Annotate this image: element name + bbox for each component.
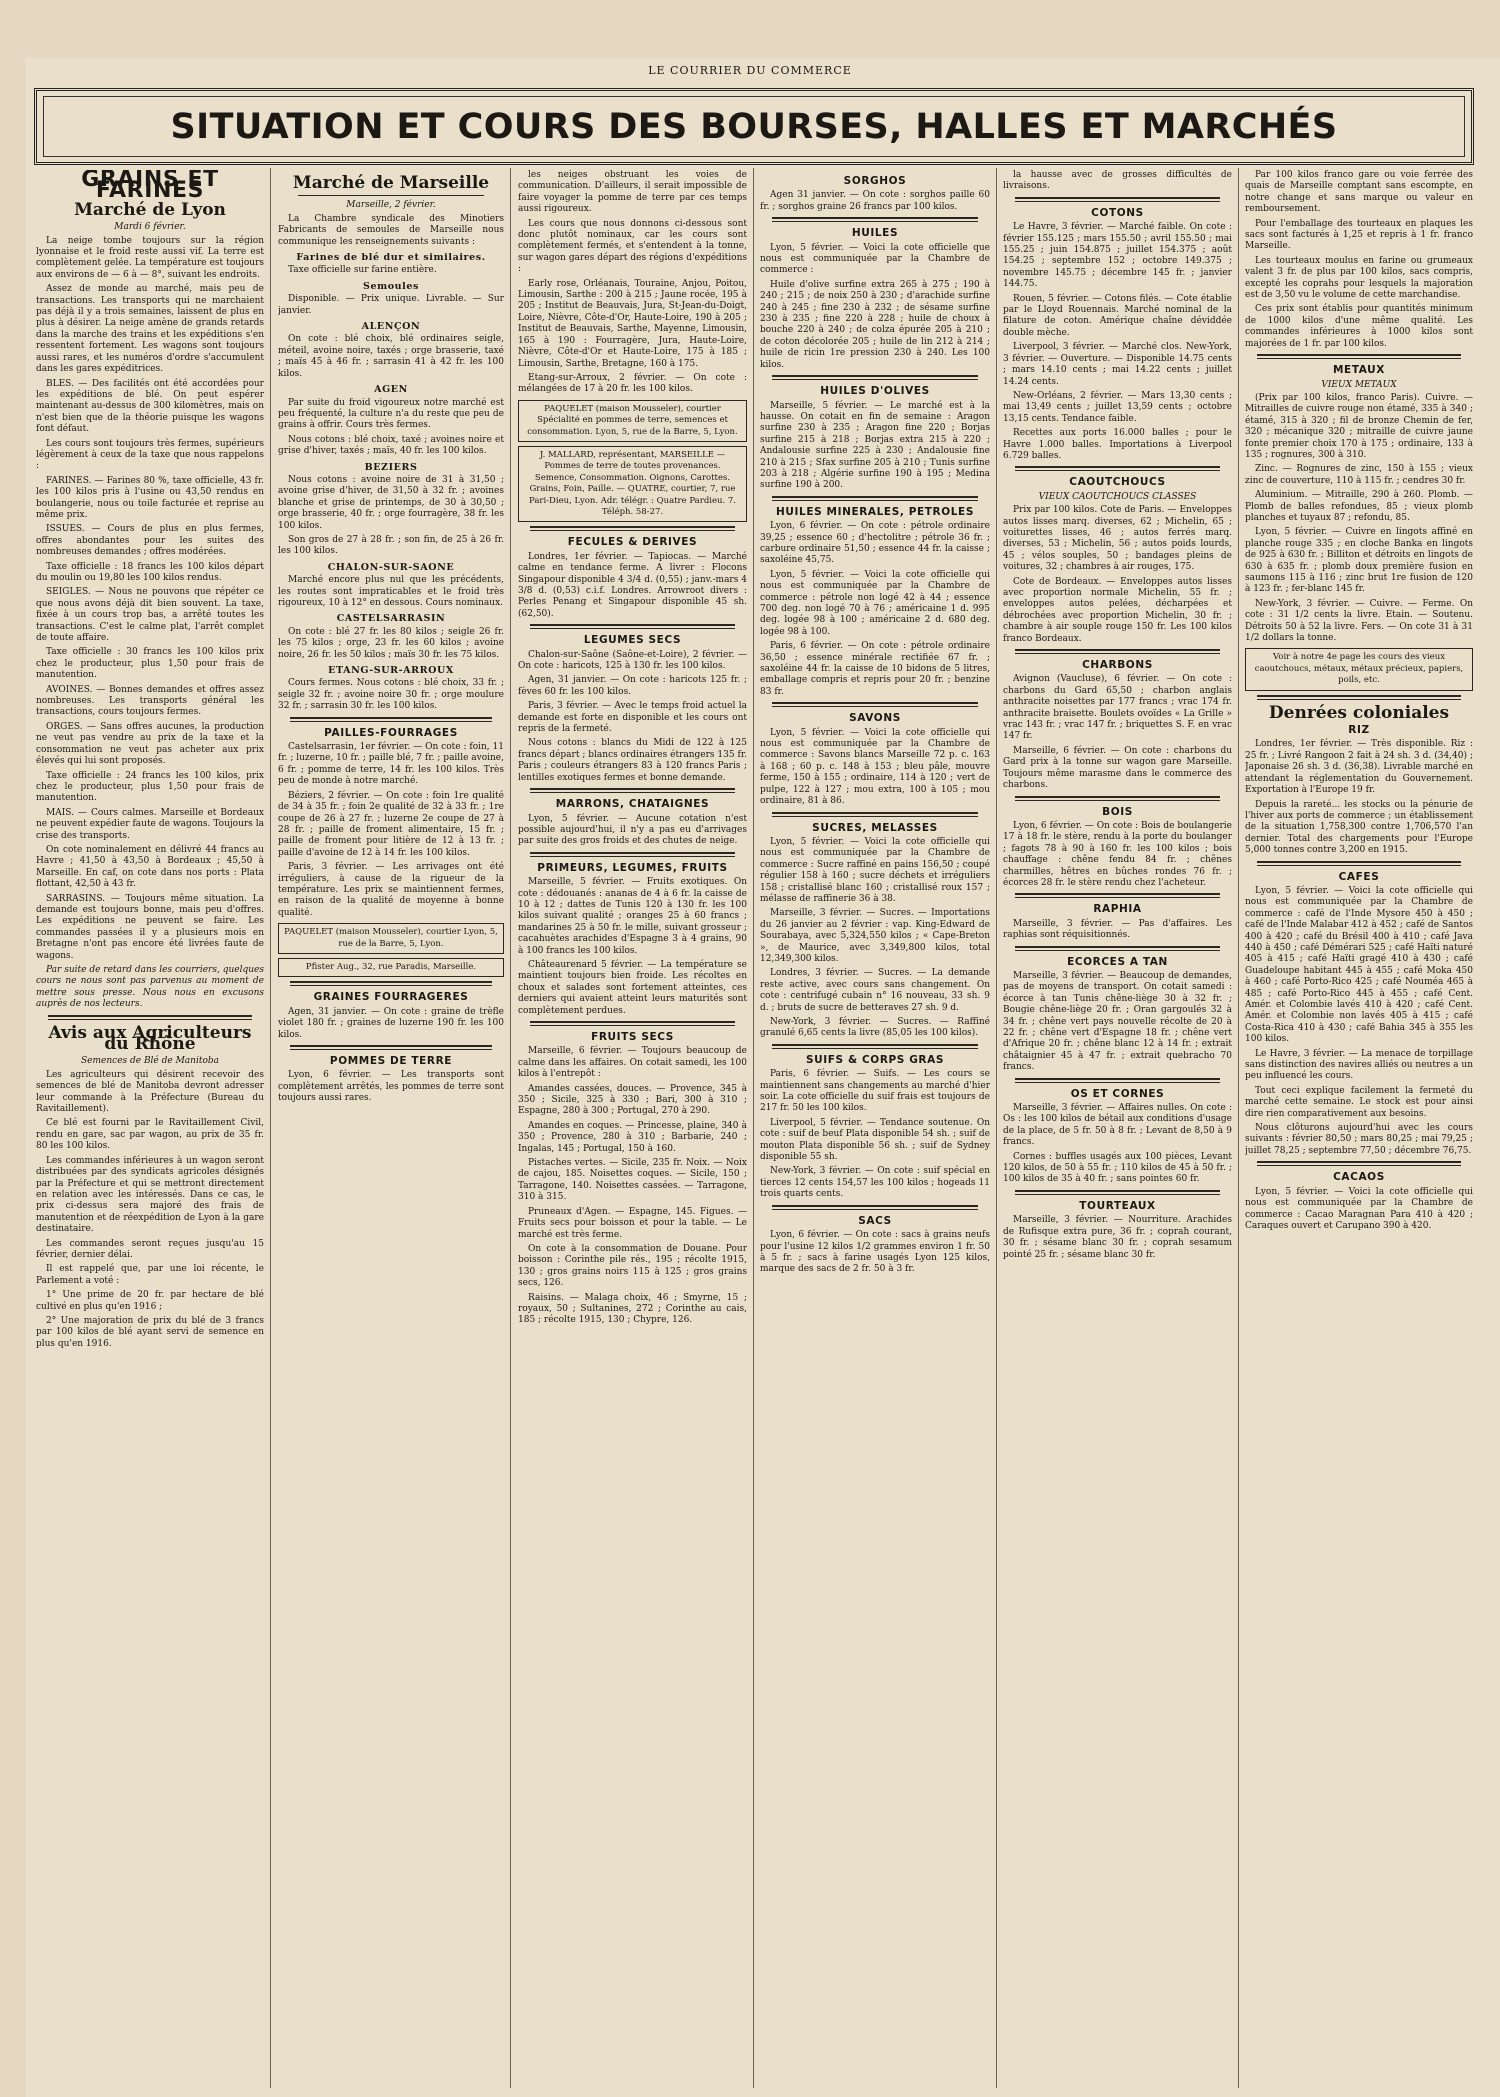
section-title-raphia: RAPHIA (1093, 903, 1142, 916)
section-title-huiles-olives: HUILES D'OLIVES (820, 385, 930, 398)
column-rule (510, 168, 511, 2088)
section-title-bois: BOIS (1102, 805, 1133, 818)
paragraph: BLES. — Des facilités ont été accordées pour les expéditions de blé. On peut espérer maintenant au-dessus de 300 kilomètres, mais on n'est bien que de la théorie puisque les wagons font défaut. (36, 378, 264, 435)
column-rule (1238, 168, 1239, 2088)
section-title-pailles: PAILLES-FOURRAGES (324, 726, 458, 739)
separator (1015, 197, 1220, 202)
place-heading: ALENÇON (361, 321, 421, 333)
paragraph: Marseille, 6 février. — On cote : charbons du Gard prix à la tonne sur wagon gare Marseille. Toujours même marasme dans le commerce des charbons. (1003, 745, 1232, 791)
paragraph: Raisins. — Malaga choix, 46 ; Smyrne, 15 ; royaux, 50 ; Sultanines, 272 ; Corinthe au cais, 185 ; récolte 1915, 130 ; Chypre, 126. (518, 1292, 747, 1326)
section-title-caoutchoucs: CAOUTCHOUCS (1069, 476, 1166, 489)
section-title-sucres: SUCRES, MELASSES (812, 821, 938, 834)
column-rule (996, 168, 997, 2088)
section-subtitle-marche-lyon: Marché de Lyon (74, 199, 226, 220)
separator (530, 1021, 735, 1026)
paragraph: Prix par 100 kilos. Cote de Paris. — Enveloppes autos lisses marq. diverses, 62 ; Michelin, 65 ; voiturettes lisses, 46 ; autos ferrés marq. diverses, 53 ; Michelin, 56 ; autos poids lourds, 45 ; vélos souples, 50 ; bandages pleins de voitures, 32 ; chambres à air rouges, 175. (1003, 505, 1232, 573)
paragraph: Agen 31 janvier. — On cote : sorghos paille 60 fr. ; sorghos graine 26 francs par 100 kilos. (760, 190, 990, 212)
paragraph: Lyon, 5 février. — Aucune cotation n'est possible aujourd'hui, il n'y a pas eu d'arrivages par suite des gros froids et des chutes de neige. (518, 813, 747, 847)
paragraph: Amandes en coques. — Princesse, plaine, 340 à 350 ; Provence, 280 à 310 ; Barbarie, 240 ; Ingalas, 145 ; Portugal, 150 à 160. (518, 1120, 747, 1154)
paragraph: Marché encore plus nul que les précédents, les routes sont impraticables et le froid très rigoureux, 10 à 12° en dessous. Cours nominaux. (278, 575, 504, 608)
place-heading: BEZIERS (364, 461, 418, 473)
paragraph: Son gros de 27 à 28 fr. ; son fin, de 25 à 26 fr. les 100 kilos. (278, 534, 504, 557)
paragraph: Lyon, 5 février. — Voici la cote officielle qui nous est communiquée par la Chambre de commerce : Savons blancs Marseille 72 p. c. 163 à 168 ; 60 p. c. 148 à 153 ; bleu pâle, mouvre ferme, 150 à 155 ; ordinaire, 114 à 120 ; vert de pulpe, 122 à 127 ; mou extra, 100 à 105 ; mou ordinaire, 81 à 86. (760, 727, 990, 807)
column-grains-et-farines (36, 170, 264, 2085)
paragraph: On cote : blé choix, blé ordinaires seigle, méteil, avoine noire, taxés ; orge brasserie, taxé ; maïs 45 à 46 fr. ; sarrasin 41 à 42 fr. les 100 kilos. (278, 334, 504, 379)
paragraph: MAIS. — Cours calmes. Marseille et Bordeaux ne peuvent expédier faute de wagons. Toujours la crise des transports. (36, 807, 264, 841)
subsection-title: Farines de blé dur et similaires. (296, 252, 486, 264)
paragraph: Paris, 3 février. — Avec le temps froid actuel la demande est forte en disponible et les cours ont repris de la fermeté. (518, 701, 747, 735)
column-feculents-legumes (518, 170, 747, 2085)
paragraph: Depuis la rareté... les stocks ou la pénurie de l'hiver aux ports de commerce ; un établissement de la situation 1,758,300 contre 1,706,570 l'an dernier. Total des chargements pour l'Europe 5,000 tonnes contre 3,200 en 1915. (1245, 799, 1473, 856)
section-title-cafes: CAFES (1338, 870, 1380, 883)
separator (1015, 1078, 1220, 1083)
section-title-charbons: CHARBONS (1082, 659, 1153, 672)
notice-box: Voir à notre 4e page les cours des vieux caoutchoucs, métaux, métaux précieux, papiers, poils, etc. (1245, 648, 1473, 690)
paragraph: Le Havre, 3 février. — La menace de torpillage sans distinction des navires alliés ou neutres a un peu influencé les cours. (1245, 1048, 1473, 1082)
section-title-grains: GRAINS ET FARINES (81, 170, 219, 204)
paragraph: Taxe officielle : 24 francs les 100 kilos, prix chez le producteur, plus 1,50 pour frais de manutention. (36, 770, 264, 804)
separator (772, 1044, 978, 1049)
paragraph: Londres, 1er février. — Très disponible. Riz : 25 fr. ; Livré Rangoon 2 fait à 24 sh. 3 d. (34,40) ; Japonaise 26 sh. 3 d. (36,38). Livrable marché en attendant la réglementation du Gouvernement. Exportation à l'Europe 19 fr. (1245, 739, 1473, 796)
section-title-suifs: SUIFS & CORPS GRAS (805, 1053, 945, 1066)
separator (530, 526, 735, 531)
advertisement-box: PAQUELET (maison Mousseler), courtier Lyon, 5, rue de la Barre, 5, Lyon. (278, 923, 504, 954)
paragraph: Marseille, 3 février. — Pas d'affaires. Les raphias sont réquisitionnés. (1003, 918, 1232, 941)
column-rule (753, 168, 754, 2088)
place-heading: CHALON-SUR-SAONE (327, 561, 455, 573)
paragraph: Les cours sont toujours très fermes, supérieurs légèrement à ceux de la taxe que nous rappelons : (36, 438, 264, 472)
paragraph: Ce blé est fourni par le Ravitaillement Civil, rendu en gare, sac par wagon, au prix de 35 fr. 80 les 100 kilos. (36, 1118, 264, 1152)
section-title-denrees: Denrées coloniales (1268, 702, 1450, 723)
editorial-note: Par suite de retard dans les courriers, quelques cours ne nous sont pas parvenus au moment de mettre sous presse. Nous nous en excusons auprès de nos lecteurs. (36, 965, 264, 1010)
paragraph: Londres, 1er février. — Tapiocas. — Marché calme en tendance ferme. A livrer : Flocons Singapour disponible 4 3/4 d. (0,55) ; janv.-mars 4 3/8 d. (0,53) c.i.f. Londres. Arrowroot divers : Perles Penang et Singapour disponible 45 sh. (62,50). (518, 551, 747, 619)
section-title-cacaos: CACAOS (1333, 1171, 1385, 1184)
place-heading: CASTELSARRASIN (336, 613, 446, 625)
place-heading: AGEN (374, 384, 408, 396)
separator (530, 788, 735, 793)
paragraph: La Chambre syndicale des Minotiers Fabricants de semoules de Marseille nous communique les renseignements suivants : (278, 213, 504, 247)
advertisement-box: J. MALLARD, représentant, MARSEILLE — Pommes de terre de toutes provenances. Semence, Consommation. Oignons, Carottes. Grains, Foin, Paille. — QUATRE, courtier, 7, rue Pari-Dieu, Lyon. Adr. télégr. : Quatre Pardieu. 7. Téléph. 58-27. (518, 446, 747, 522)
paragraph: Etang-sur-Arroux, 2 février. — On cote : mélangées de 17 à 20 fr. les 100 kilos. (518, 372, 747, 395)
paragraph: La neige tombe toujours sur la région lyonnaise et le froid reste aussi vif. La terre est complètement gelée. La température est toujours aux environs de — 6 à — 8°, suivant les endroits. (36, 235, 264, 280)
paragraph: Nous cotons : avoine noire de 31 à 31,50 ; avoine grise d'hiver, de 31,50 à 32 fr. ; avoines blanche et grise de printemps, de 30 à 30,50 ; orge brasserie, 40 fr. ; orge fourragère, 38 fr. les 100 kilos. (278, 474, 504, 531)
separator (1257, 695, 1461, 700)
paragraph: Béziers, 2 février. — On cote : foin 1re qualité de 34 à 35 fr. ; foin 2e qualité de 32 à 33 fr. ; 1re coupe de 26 à 27 fr. ; luzerne 2e coupe de 27 à 28 fr. ; paille de froment alimentaire, 15 fr. ; paille de froment pour litière de 12 à 13 fr. ; paille d'avoine de 12 à 14 fr. les 100 kilos. (278, 790, 504, 858)
paragraph: 2° Une majoration de prix du blé de 3 francs par 100 kilos de blé ayant servi de semence en plus qu'en 1916. (36, 1315, 264, 1349)
paragraph: Liverpool, 5 février. — Tendance soutenue. On cote : suif de beuf Plata disponible 54 sh. ; suif de mouton Plata disponible 56 sh. ; suif de Sydney disponible 55 sh. (760, 1117, 990, 1163)
paragraph: Avignon (Vaucluse), 6 février. — On cote : charbons du Gard 65,50 ; charbon anglais anthracite noisettes par 177 francs ; vrac 174 fr. anthracite braisette. Boulets ovoïdes « La Grille » vrac 143 fr. ; vrac 147 fr. ; briquettes S. F. en vrac 147 fr. (1003, 674, 1232, 742)
paragraph: Marseille, 3 février. — Nourriture. Arachides de Rufisque extra pure, 36 fr. ; coprah courant, 30 fr. ; sésame blanc 30 fr. ; coprah sesamum pointé 25 fr. ; sésame blanc 30 fr. (1003, 1215, 1232, 1260)
separator (530, 852, 735, 857)
paragraph: Lyon, 5 février. — Voici la cote officielle qui nous est communiquée par la Chambre de commerce : pétrole non logé 42 à 44 ; essence 700 deg. non logé 70 à 76 ; américaine 1 d. 995 deg. logée 98 à 100 ; américaine 2 d. 680 deg. logée 98 à 100. (760, 569, 990, 637)
paragraph: Les commandes inférieures à un wagon seront distribuées par des syndicats agricoles désignés par la Préfecture et qui se mettront directement en relation avec les intéressés. Dans ce cas, le prix ci-dessus sera majoré des frais de manutention et de réexpédition de Lyon à la gare destinataire. (36, 1155, 264, 1235)
paragraph: Liverpool, 3 février. — Marché clos. New-York, 3 février. — Ouverture. — Disponible 14.75 cents ; mars 14.10 cents ; mai 14.22 cents ; juillet 14.24 cents. (1003, 342, 1232, 387)
section-title-fecules: FECULES & DERIVES (567, 536, 698, 549)
section-title-sacs: SACS (858, 1214, 892, 1227)
separator (290, 717, 492, 722)
paragraph: Les cours que nous donnons ci-dessous sont donc plutôt nominaux, car les cours sont complètement fermés, et s'entendent à la tonne, sur wagon gares départ des régions d'expéditions : (518, 218, 747, 275)
paragraph: Aluminium. — Mitraille, 290 à 260. Plomb. — Plomb de balles refondues, 85 ; vieux plomb planches et tuyaux 87 ; refondu, 85. (1245, 490, 1473, 523)
section-title-marrons: MARRONS, CHATAIGNES (555, 798, 710, 811)
separator (772, 217, 978, 222)
paragraph: Taxe officielle sur farine entière. (288, 265, 437, 276)
separator (1015, 1190, 1220, 1195)
section-title-graines: GRAINES FOURRAGERES (313, 991, 469, 1004)
paragraph: Lyon, 6 février. — On cote : pétrole ordinaire 39,25 ; essence 60 ; d'hectolitre ; pétrole 36 fr. ; carbure ordinaire 51,50 ; essence 44 fr. la caisse ; saxoléine 45,75. (760, 521, 990, 566)
paragraph: Castelsarrasin, 1er février. — On cote : foin, 11 fr. ; luzerne, 10 fr. ; paille blé, 7 fr. ; paille avoine, 6 fr. ; pomme de terre, 14 fr. les 100 kilos. Très peu de monde à notre marché. (278, 742, 504, 787)
paragraph: Nous cotons : blé choix, taxé ; avoines noire et grise d'hiver, taxés ; maïs, 40 fr. les 100 kilos. (278, 434, 504, 457)
paragraph: Cornes : buffles usagés aux 100 pièces, Levant 120 kilos, de 50 à 55 fr. ; 110 kilos de 45 à 50 fr. ; 100 kilos de 35 à 40 fr. ; sans pointes 60 fr. (1003, 1151, 1232, 1185)
dateline: Marseille, 2 février. (346, 200, 436, 211)
paragraph: New-York, 3 février. — Sucres. — Raffiné granulé 6,65 cents la livre (85,05 les 100 kilos). (760, 1017, 990, 1039)
section-title-sorghos: SORGHOS (843, 175, 907, 187)
advertisement-box: PAQUELET (maison Mousseler), courtier Spécialité en pommes de terre, semences et consommation. Lyon, 5, rue de la Barre, 5, Lyon. (518, 400, 747, 442)
section-subtitle: VIEUX CAOUTCHOUCS CLASSES (1038, 491, 1197, 502)
advertisement-box: Pfister Aug., 32, rue Paradis, Marseille. (278, 958, 504, 977)
separator (48, 1015, 252, 1020)
paragraph: New-Orléans, 2 février. — Mars 13,30 cents ; mai 13,49 cents ; juillet 13,59 cents ; octobre 13,15 cents. Tendance faible. (1003, 390, 1232, 424)
section-title-savons: SAVONS (849, 712, 901, 725)
paragraph: Lyon, 6 février. — On cote : Bois de boulangerie 17 à 18 fr. le stère, rendu à la porte du boulanger ; fagots 78 à 90 à 160 fr. les 100 kilos ; bois chauffage : chêne fendu 84 fr. ; chênes charmilles, hêtres en bûches rondes 76 fr. ; écorces 28 fr. le stère rendu chez l'acheteur. (1003, 820, 1232, 888)
running-head: LE COURRIER DU COMMERCE (648, 64, 852, 77)
paragraph: Les agriculteurs qui désirent recevoir des semences de blé de Manitoba devront adresser leur commande à la Préfecture (Bureau du Ravitaillement). (36, 1069, 264, 1115)
section-title-fruits-secs: FRUITS SECS (591, 1031, 674, 1043)
paragraph: SEIGLES. — Nous ne pouvons que répéter ce que nous avons déjà dit bien souvent. La taxe, fixée à un cours trop bas, a arrêté toutes les transactions. C'est le calme plat, l'arrêt complet de toute affaire. (36, 587, 264, 644)
separator (298, 195, 484, 196)
section-title-huiles-minerales: HUILES MINERALES, PETROLES (776, 505, 974, 518)
paragraph: Londres, 3 février. — Sucres. — La demande reste active, avec cours sans changement. On cote : centrifugé cubain n° 16 nouveau, 33 sh. 9 d. ; bruts de sucre de betteraves 27 sh. 9 d. (760, 968, 990, 1013)
paragraph: Lyon, 5 février. — Voici la cote officielle qui nous est communiquée par la Chambre de commerce : Cacao Maragnan Para 410 à 420 ; Caraques ouvert et Carupano 390 à 420. (1245, 1186, 1473, 1231)
banner-title: SITUATION ET COURS DES BOURSES, HALLES ET MARCHÉS (170, 106, 1338, 147)
paragraph: Marseille, 5 février. — Fruits exotiques. On cote : dédouanés : ananas de 4 à 6 fr. la caisse de 10 à 12 ; dattes de Tunis 120 à 130 fr. les 100 kilos suivant qualité ; oranges 25 à 60 francs ; mandarines 25 à 50 fr. le mille, suivant grosseur ; cacahuètes arachides d'Espagne 3 à 4 grains, 90 à 100 francs les 100 kilos. (518, 877, 747, 956)
paragraph: Lyon, 5 février. — Cuivre en lingots affiné en planche rouge 335 ; en cloche Banka en lingots de 925 à 630 fr. ; Billiton et détroits en lingots de 630 à 635 fr. ; plomb doux première fusion en saumons 115 à 116 ; zinc brut 1re fusion de 120 à 123 fr. ; fer-blanc 145 fr. (1245, 527, 1473, 595)
paragraph: ORGES. — Sans offres aucunes, la production ne veut pas vendre au prix de la taxe et la consommation ne veut pas acheter aux prix élevés qui lui sont proposés. (36, 721, 264, 767)
subsection-title: Semoules (362, 280, 419, 292)
paragraph: Zinc. — Rognures de zinc, 150 à 155 ; vieux zinc de couverture, 110 à 115 fr. ; cendres 30 fr. (1245, 464, 1473, 486)
paragraph: 1° Une prime de 20 fr. par hectare de blé cultivé en plus qu'en 1916 ; (36, 1290, 264, 1312)
paragraph: Paris, 3 février. — Les arrivages ont été irréguliers, à cause de la rigueur de la température. Les prix se maintiennent fermes, en raison de la qualité de moyenne à bonne qualité. (278, 862, 504, 918)
separator (530, 624, 735, 629)
paragraph: Nous cotons : blancs du Midi de 122 à 125 francs départ ; blancs ordinaires étrangers 135 fr. Paris ; couleurs étrangers 83 à 120 francs Paris ; lentilles exotiques fermes et bonne demande. (518, 738, 747, 783)
dateline: Mardi 6 février. (114, 222, 186, 233)
paragraph: AVOINES. — Bonnes demandes et offres assez nombreuses. Les transports général les transactions, cours toujours fermes. (36, 684, 264, 718)
separator (1015, 946, 1220, 951)
paragraph: les neiges obstruant les voies de communication. D'ailleurs, il serait impossible de faire voyager la pomme de terre par ces temps aussi rigoureux. (518, 170, 747, 215)
separator (1015, 893, 1220, 898)
paragraph: Recettes aux ports 16.000 balles ; pour le Havre 1.000 balles. Importations à Liverpool 6.729 balles. (1003, 428, 1232, 461)
paragraph: Lyon, 5 février. — Voici la cote officielle qui nous est communiquée par la Chambre de commerce : Sucre raffiné en pains 156,50 ; coupé régulier 158 à 160 ; sucre déchets et irréguliers 158 ; cristallisé blanc 160 ; cristallisé roux 157 ; mélasse de raffinerie 36 à 38. (760, 836, 990, 904)
paragraph: Nous clôturons aujourd'hui avec les cours suivants : février 80,50 ; mars 80,25 ; mai 79,25 ; juillet 78,25 ; septembre 77,50 ; décembre 76,75. (1245, 1123, 1473, 1156)
separator (772, 375, 978, 380)
paragraph: New-York, 3 février. — Cuivre. — Ferme. On cote : 31 1/2 cents la livre. Etain. — Soutenu. Détroits 50 à 52 la livre. Fers. — On cote 31 à 31 1/2 dollars la tonne. (1245, 598, 1473, 644)
paragraph: Cote de Bordeaux. — Enveloppes autos lisses avec proportion normale Michelin, 55 fr. ; enveloppes autos pelées, décharpées et débrochées avec proportion Michelin, 30 fr. ; chambre à air souple rouge 150 fr. Les 100 kilos franco Bordeaux. (1003, 576, 1232, 644)
paragraph: Early rose, Orléanais, Touraine, Anjou, Poitou, Limousin, Sarthe : 200 à 215 ; Jaune rocée, 195 à 205 ; Institut de Beauvais, Jura, St-Jean-du-Doigt, Loire, Nièvre, Côte-d'Or, Haute-Loire, 190 à 205 ; Institut de Beauvais, Sarthe, Mayenne, Limousin, 165 à 190 : Fourragère, Jura, Haute-Loire, Nièvre, Côte-d'Or et Haute-Loire, 175 à 185 ; Limousin, Sarthe, Bretagne, 160 à 175. (518, 278, 747, 369)
section-title-ecorces: ECORCES A TAN (1067, 955, 1168, 968)
paragraph: On cote à la consommation de Douane. Pour boisson : Corinthe pile rés., 195 ; récolte 1915, 130 ; gros grains noirs 115 à 125 ; gros grains secs, 126. (518, 1243, 747, 1289)
paragraph: Cours fermes. Nous cotons : blé choix, 33 fr. ; seigle 32 fr. ; avoine noire 30 fr. ; orge moulure 32 fr. ; sarrasin 30 fr. les 100 kilos. (278, 678, 504, 712)
section-subtitle: VIEUX METAUX (1321, 379, 1397, 390)
paragraph: Par suite du froid vigoureux notre marché est peu fréquenté, la culture n'a du reste que peu de grains à offrir. Cours très fermes. (278, 397, 504, 431)
paragraph: SARRASINS. — Toujours même situation. La demande est toujours bonne, mais peu d'offres. Les expéditions ne peuvent se faire. Les commandes passées il y a plusieurs mois en Bretagne n'ont pas encore été livrées faute de wagons. (36, 893, 264, 961)
paragraph: Agen, 31 janvier. — On cote : graine de trèfle violet 180 fr. ; graines de luzerne 190 fr. les 100 kilos. (278, 1006, 504, 1040)
separator (1257, 1161, 1461, 1166)
paragraph: FARINES. — Farines 80 %, taxe officielle, 43 fr. les 100 kilos pris à l'usine ou 43,50 rendus en boulangerie, nous ou toile facturée et reprise au même prix. (36, 475, 264, 520)
paragraph: On cote nominalement en délivré 44 francs au Havre ; 41,50 à 43,50 à Bordeaux ; 45,50 à Marseille. En caf, on cote dans nos ports : Plata flottant, 42,50 à 43 fr. (36, 844, 264, 890)
section-title-huiles: HUILES (851, 227, 899, 240)
paragraph: Paris, 6 février. — On cote : pétrole ordinaire 36,50 ; essence minérale rectifiée 67 fr. ; saxoléine 44 fr. la caisse de 10 bidons de 5 litres, emballage compris et repris pour 20 fr. ; benzine 83 fr. (760, 641, 990, 697)
section-title-cotons: COTONS (1091, 206, 1144, 219)
paragraph: Les commandes seront reçues jusqu'au 15 février, dernier délai. (36, 1238, 264, 1260)
paragraph: New-York, 3 février. — On cote : suif spécial en tierces 12 cents 154,57 les 100 kilos ; hogeads 11 trois quarts cents. (760, 1166, 990, 1200)
paragraph: la hausse avec de grosses difficultés de livraisons. (1003, 170, 1232, 192)
paragraph: Disponible. — Prix unique. Livrable. — Sur janvier. (278, 294, 504, 316)
paragraph: Assez de monde au marché, mais peu de transactions. Les transports qui ne marchaient pas déjà il y a trois semaines, laissent de plus en plus à désirer. La neige amène de grands retards dans la marche des trains et les expéditions s'en ressentent fortement. Les wagons sont toujours aussi rares, et les numéros d'ordre s'accumulent dans les gares expéditrices. (36, 284, 264, 375)
separator (1015, 796, 1220, 801)
paragraph: (Prix par 100 kilos, franco Paris). Cuivre. — Mitrailles de cuivre rouge non étamé, 335 à 340 ; étamé, 315 à 320 ; fil de bronze Chemin de fer, 320 ; mécanique 320 ; mitraille de cuivre jaune fonte premier choix 170 à 175 ; ordinaire, 133 à 135 ; rognures, 300 à 310. (1245, 392, 1473, 460)
paragraph: Tout ceci explique facilement la fermeté du marché cette semaine. Le stock est pour ainsi dire rien comparativement aux besoins. (1245, 1085, 1473, 1119)
paragraph: Amandes cassées, douces. — Provence, 345 à 350 ; Sicile, 325 à 330 ; Bari, 300 à 310 ; Espagne, 280 à 300 ; Portugal, 270 à 290. (518, 1083, 747, 1117)
separator (772, 812, 978, 817)
section-title-pommes: POMMES DE TERRE (329, 1055, 453, 1067)
paragraph: Pruneaux d'Agen. — Espagne, 145. Figues. — Fruits secs pour boisson et pour la table. — Le marché est très ferme. (518, 1206, 747, 1240)
paragraph: Pour l'emballage des tourteaux en plaques les sacs sont facturés à 1,25 et repris à 1 fr. franco Marseille. (1245, 218, 1473, 252)
column-metaux-denrees (1245, 170, 1473, 2085)
paragraph: Taxe officielle : 30 francs les 100 kilos prix chez le producteur, plus 1,50 pour frais de manutention. (36, 647, 264, 681)
section-title-legumes-secs: LEGUMES SECS (583, 634, 682, 647)
column-marche-marseille (278, 170, 504, 2085)
paragraph: Rouen, 5 février. — Cotons filés. — Cote établie par le Lloyd Rouennais. Marché nominal de la filature de coton. Amérique chaîne déviddée double mèche. (1003, 293, 1232, 338)
paragraph: Il est rappelé que, par une loi récente, le Parlement a voté : (36, 1264, 264, 1286)
page-banner (34, 88, 1474, 165)
separator (772, 702, 978, 707)
paragraph: Paris, 6 février. — Suifs. — Les cours se maintiennent sans changements au marché d'hier soir. La cote officielle du suif frais est toujours de 217 fr. 50 les 100 kilos. (760, 1069, 990, 1114)
paragraph: Agen, 31 janvier. — On cote : haricots 125 fr. ; fèves 60 fr. les 100 kilos. (518, 675, 747, 697)
place-heading: ETANG-SUR-ARROUX (328, 665, 454, 677)
paragraph: ISSUES. — Cours de plus en plus fermes, offres abondantes pour les suites des nombreuses demandes ; offres modérées. (36, 524, 264, 558)
paragraph: Par 100 kilos franco gare ou voie ferrée des quais de Marseille comptant sans escompte, en notre change et sans marque ou valeur en remboursement. (1245, 170, 1473, 215)
paragraph: Huile d'olive surfine extra 265 à 275 ; 190 à 240 ; 215 ; de noix 250 à 230 ; d'arachide surfine 240 à 245 ; fine 230 à 232 ; de sésame surfine 230 à 235 ; fine 220 à 228 ; huile de choux à bouche 220 à 240 ; de colza épurée 205 à 210 ; de coton décolorée 205 ; huile de lin 212 à 214 ; huile de ricin 1re pression 230 à 240. Les 100 kilos. (760, 279, 990, 370)
paragraph: Chalon-sur-Saône (Saône-et-Loire), 2 février. — On cote : haricots, 125 à 130 fr. les 100 kilos. (518, 649, 747, 672)
section-title-riz: RIZ (1348, 724, 1370, 737)
separator (1257, 861, 1461, 866)
paragraph: Pistaches vertes. — Sicile, 235 fr. Noix. — Noix de cajou, 185. Noisettes coques. — Sicile, 150 ; Tarragone, 140. Noisettes cassées. — Tarragone, 310 à 315. (518, 1158, 747, 1203)
paragraph: Marseille, 5 février. — Le marché est à la hausse. On cotait en fin de semaine : Aragon surfine 230 à 235 ; Aragon fine 220 ; Borjas surfine 215 à 218 ; Borjas extra 215 à 220 ; Andalousie surfine 225 à 230 ; Andalousie fine 210 à 215 ; Sfax surfine 205 à 210 ; Tunis surfine 203 à 218 ; Algérie surfine 190 à 195 ; Medina surfine 190 à 200. (760, 400, 990, 491)
paragraph: Ces prix sont établis pour quantités minimum de 1000 kilos d'une même qualité. Les commandes inférieures à 1000 kilos sont majorées de 1 fr. par 100 kilos. (1245, 304, 1473, 349)
separator (772, 1205, 978, 1210)
separator (1015, 649, 1220, 654)
section-title-os-cornes: OS ET CORNES (1070, 1087, 1165, 1100)
paragraph: Le Havre, 3 février. — Marché faible. On cote : février 155.125 ; mars 155.50 ; avril 155.50 ; mai 155.25 ; juin 154.875 ; juillet 154.375 ; août 154.25 ; septembre 152 ; octobre 149.375 ; novembre 145.75 ; décembre 145 fr. ; janvier 144.75. (1003, 222, 1232, 290)
column-cotons-charbons (1003, 170, 1232, 2085)
section-title-avis: Avis aux Agriculteurs du Rhône (48, 1022, 252, 1055)
section-title-tourteaux: TOURTEAUX (1079, 1199, 1156, 1212)
separator (290, 1045, 492, 1050)
separator (1015, 466, 1220, 471)
section-title-metaux: METAUX (1333, 364, 1385, 377)
paragraph: On cote : blé 27 fr. les 80 kilos ; seigle 26 fr. les 75 kilos ; orge, 23 fr. les 60 kilos ; avoine noire, 26 fr. les 50 kilos ; maïs 30 fr. les 75 kilos. (278, 626, 504, 660)
paragraph: Marseille, 3 février. — Affaires nulles. On cote : Os : les 100 kilos de bétail aux conditions d'usage de la place, de 5 fr. 50 à 8 fr. ; Levant de 8,50 à 9 francs. (1003, 1103, 1232, 1148)
paragraph: Les tourteaux moulus en farine ou grumeaux valent 3 fr. de plus par 100 kilos, sacs compris, excepté les coprahs pour lesquels la majoration est de 3,50 vu le volume de cette marchandise. (1245, 255, 1473, 301)
paragraph: Marseille, 6 février. — Toujours beaucoup de calme dans les affaires. On cotait samedi, les 100 kilos à l'entrepôt : (518, 1046, 747, 1080)
paragraph: Châteaurenard 5 février. — La température se maintient toujours bien froide. Les récoltes en choux et salades sont fortement atteintes, ces derniers qui avaient atteint leurs maturités sont complètement perdues. (518, 959, 747, 1016)
separator (1257, 354, 1461, 359)
section-subtitle: Semences de Blé de Manitoba (81, 1056, 219, 1067)
column-huiles-sucres (760, 170, 990, 2085)
paragraph: Lyon, 5 février. — Voici la cote officielle qui nous est communiquée par la Chambre de commerce : café de l'Inde Mysore 450 à 450 ; café de l'Inde Malabar 412 à 452 ; café de Santos 400 à 420 ; café du Brésil 400 à 410 ; café Java 440 à 450 ; café Démérari 525 ; café Haïti naturé 405 à 415 ; café Haïti gragé 410 à 430 ; café Guadeloupe habitant 445 à 455 ; café Moka 450 à 460 ; café Porto-Rico 425 ; café Nouméa 465 à 485 ; café Porto-Rico 445 à 455 ; café Cent. Amér. et Colombie lavés 410 à 420 ; café Cent. Amér. et Colombie non lavés 405 à 415 ; café Costa-Rica 410 à 430 ; café Bahia 345 à 355 les 100 kilos. (1245, 885, 1473, 1045)
paragraph: Marseille, 3 février. — Sucres. — Importations du 26 janvier au 2 février : vap. King-Edward de Sourabaya, avec 5,324,550 kilos ; « Cape-Breton », de Maurice, avec 3,349,800 kilos, total 12,349,300 kilos. (760, 908, 990, 964)
paragraph: Lyon, 6 février. — On cote : sacs à grains neufs pour l'usine 12 kilos 1/2 grammes environ 1 fr. 50 à 5 fr. ; sacs à farine usagés Lyon 125 kilos, marque des sacs de 2 fr. 50 à 3 fr. (760, 1230, 990, 1275)
paragraph: Lyon, 6 février. — Les transports sont complètement arrêtés, les pommes de terre sont toujours aussi rares. (278, 1070, 504, 1104)
paragraph: Marseille, 3 février. — Beaucoup de demandes, pas de moyens de transport. On cotait samedi : écorce à tan Tunis chêne-liège 30 à 32 fr. ; Bougie chêne-liège 20 fr. ; Oran gargoulés 32 à 34 fr. ; chêne vert pays nouvelle récolte de 20 à 22 fr. ; chêne vert d'Espagne 18 fr. ; chêne vert d'Afrique 20 fr. ; chêne blanc 12 à 14 fr. ; extrait châtaignier 45 à 47 fr. ; extrait quebracho 70 francs. (1003, 970, 1232, 1073)
column-rule (270, 168, 271, 2088)
paragraph: Taxe officielle : 18 francs les 100 kilos départ du moulin ou 19,80 les 100 kilos rendus. (36, 561, 264, 583)
section-title-marseille: Marché de Marseille (292, 173, 490, 193)
section-title-primeurs: PRIMEURS, LEGUMES, FRUITS (537, 861, 728, 874)
paragraph: Lyon, 5 février. — Voici la cote officielle que nous est communiquée par la Chambre de commerce : (760, 242, 990, 276)
separator (772, 496, 978, 501)
separator (290, 981, 492, 986)
